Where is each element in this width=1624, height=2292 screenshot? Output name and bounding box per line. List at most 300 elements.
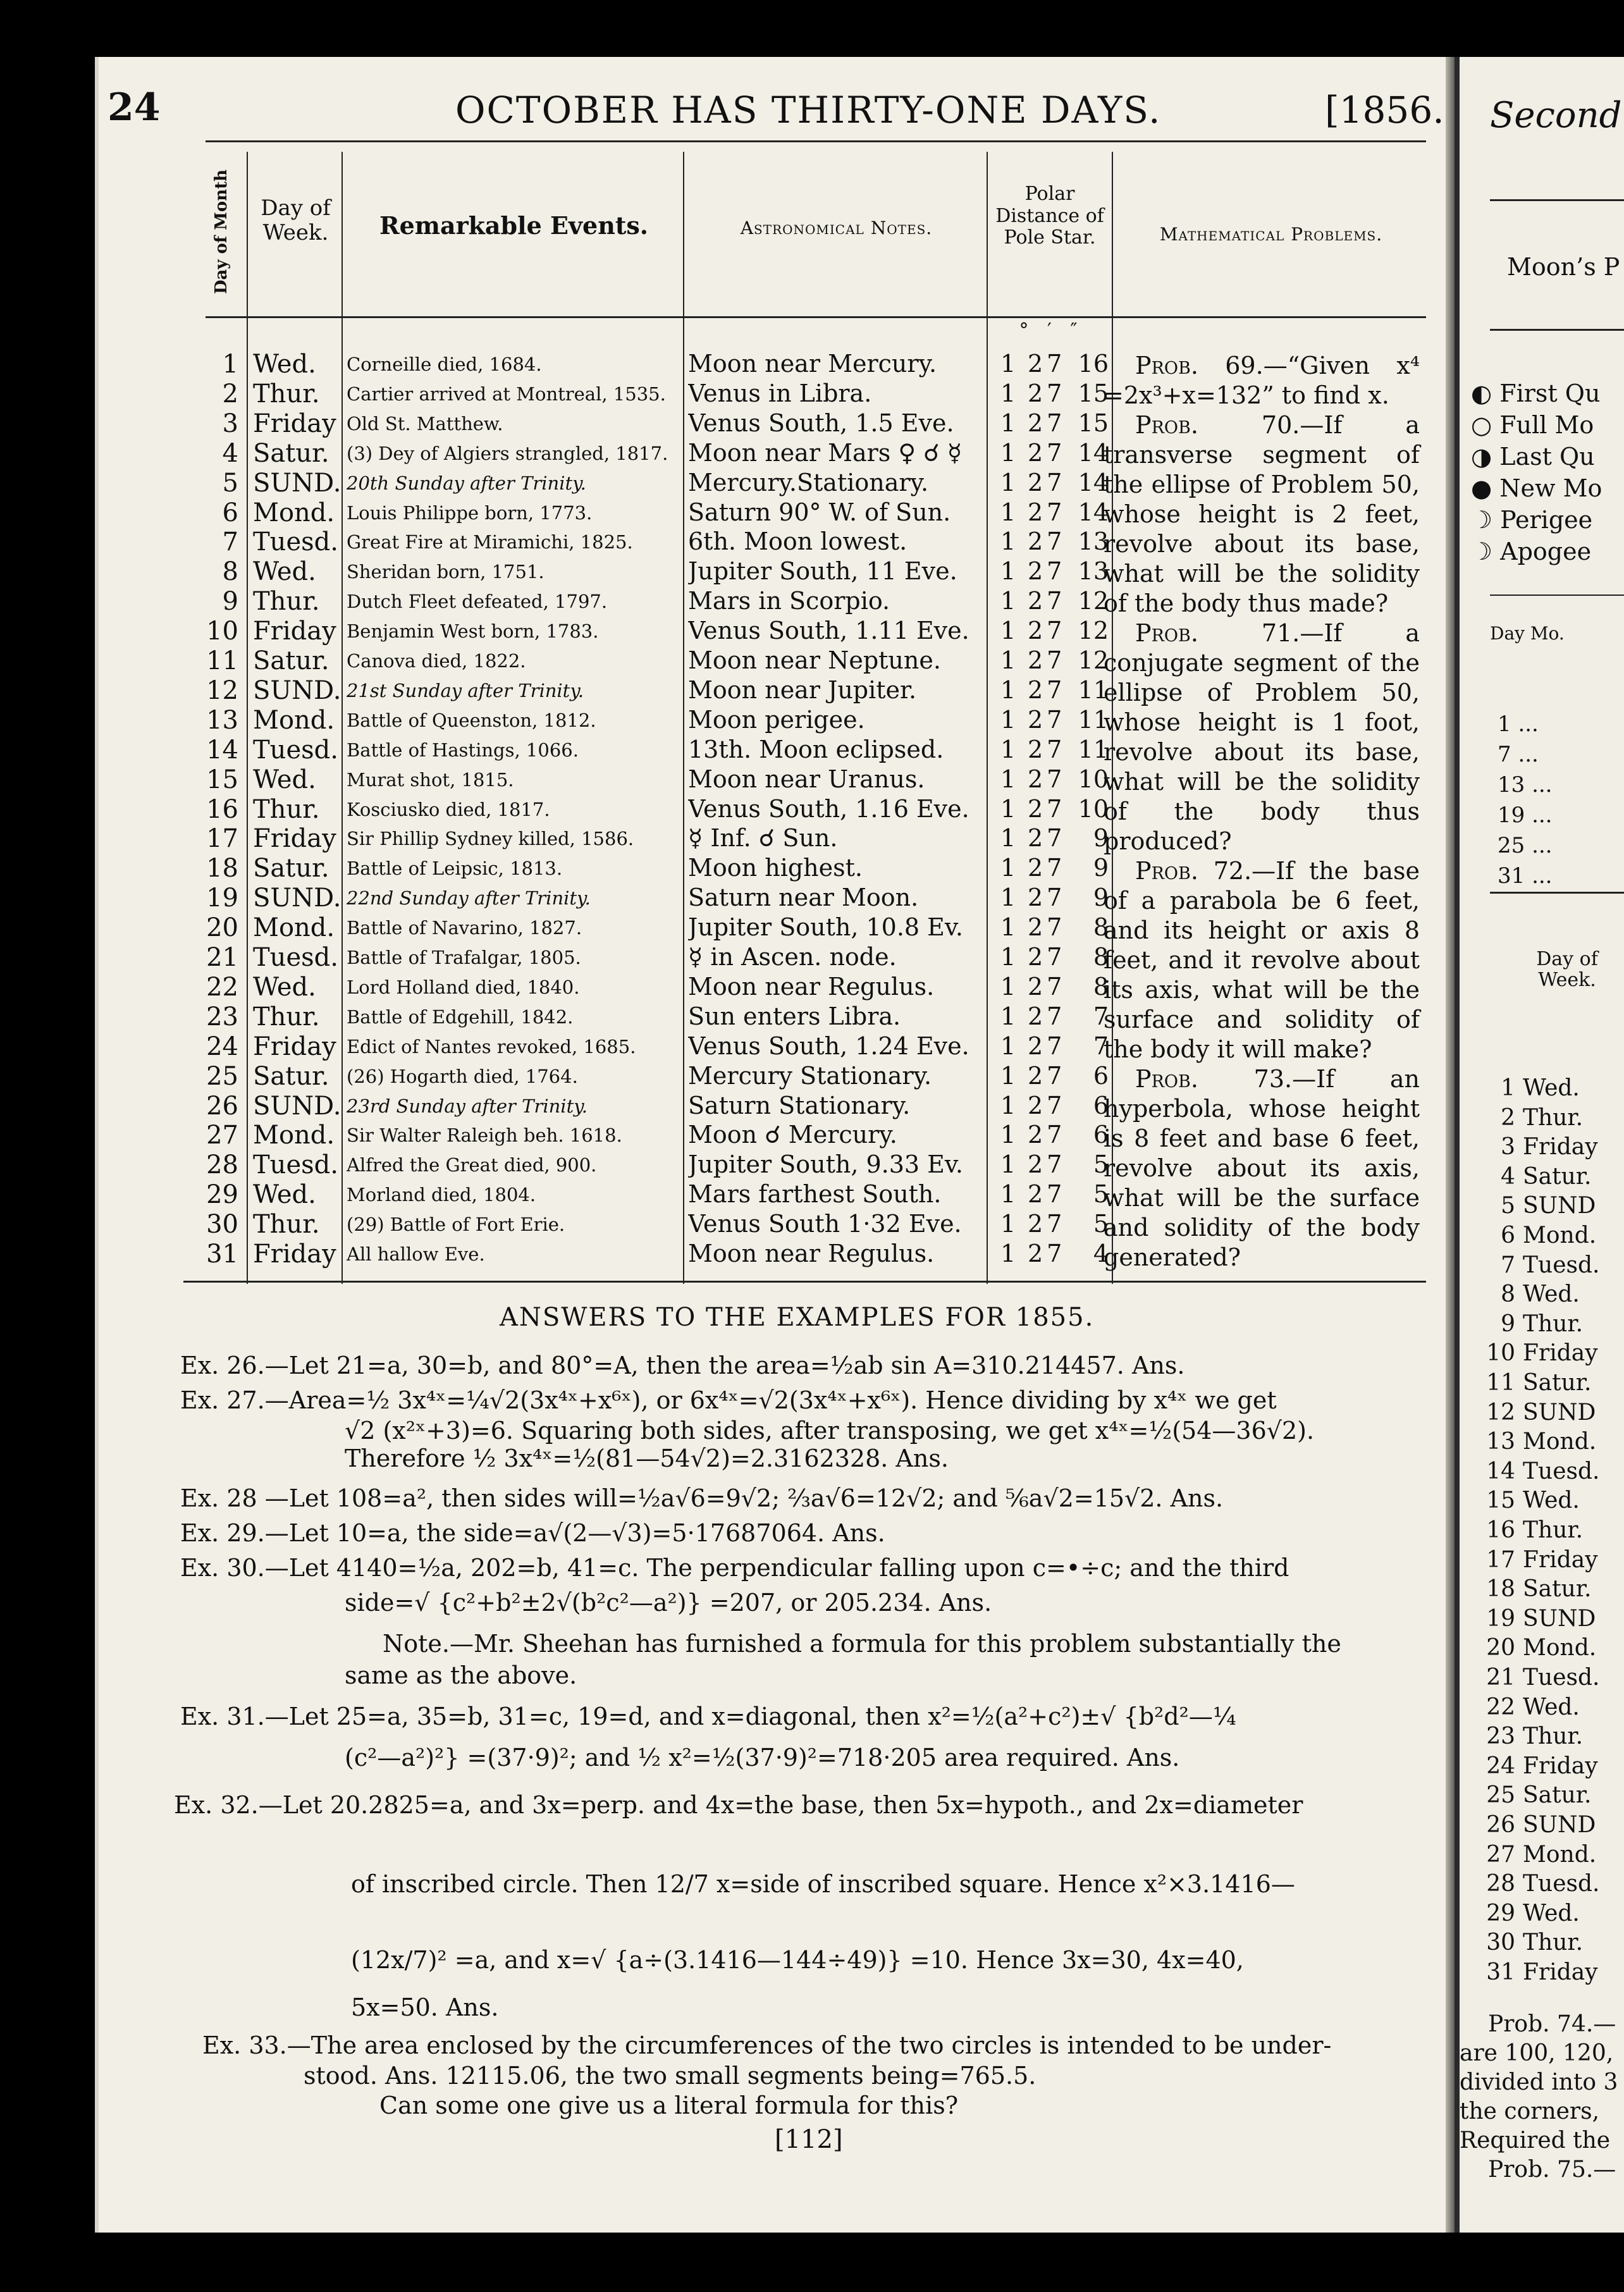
astronomical-note: Venus South, 1.16 Eve. [688,794,969,823]
polar-minutes: 27 [1028,379,1066,407]
polar-degrees: 1 [1000,527,1019,556]
day-of-month: 24 [206,1032,238,1061]
col-sep-4 [987,152,988,1284]
polar-minutes: 27 [1028,498,1066,526]
polar-seconds: 8 [1093,972,1109,1001]
right-day-number: 24 [1486,1753,1515,1779]
right-day-number: 28 [1486,1871,1515,1897]
remarkable-event: Cartier arrived at Montreal, 1535. [347,383,666,405]
moon-phase-icon: ● [1471,474,1500,502]
right-day-number: 17 [1486,1546,1515,1573]
col-sep-1 [247,152,248,1284]
polar-minutes: 27 [1028,824,1066,853]
polar-degrees: 1 [1000,913,1019,942]
moon-phase-label: New Mo [1499,474,1602,502]
remarkable-event: Battle of Edgehill, 1842. [347,1006,574,1028]
day-of-month: 8 [222,557,238,587]
polar-minutes: 27 [1028,1180,1066,1209]
day-of-week: Thur. [253,1210,320,1240]
polar-degrees: 1 [1000,675,1019,704]
right-rule-3 [1490,595,1624,596]
moon-phase-label: First Qu [1499,379,1601,407]
polar-minutes: 27 [1028,913,1066,942]
problem-73-label: Prob. 73. [1135,1065,1293,1093]
day-of-month: 15 [206,765,238,794]
right-day-number: 8 [1501,1281,1515,1308]
right-small-row: 19 ... [1498,803,1553,828]
polar-seconds: 6 [1093,1121,1109,1149]
right-day-number: 18 [1486,1576,1515,1603]
right-day-number: 12 [1486,1399,1515,1426]
right-day-number: 29 [1486,1900,1515,1926]
polar-seconds: 13 [1078,557,1109,586]
remarkable-event: Battle of Queenston, 1812. [347,709,596,731]
polar-minutes: 27 [1028,972,1066,1001]
day-of-week: Thur. [253,379,320,409]
right-weekday: Wed. [1523,1075,1580,1101]
polar-minutes: 27 [1028,705,1066,734]
right-weekday: Thur. [1523,1104,1584,1131]
day-of-month: 31 [206,1240,238,1269]
astronomical-note: Moon highest. [688,854,863,882]
polar-minutes: 27 [1028,854,1066,882]
day-of-week: Satur. [253,438,329,468]
right-weekday: Thur. [1523,1930,1584,1956]
astronomical-note: Jupiter South, 9.33 Ev. [688,1150,963,1179]
right-day-number: 27 [1486,1841,1515,1868]
polar-seconds: 5 [1093,1180,1109,1209]
page-title: OCTOBER HAS THIRTY-ONE DAYS. [455,89,1162,132]
right-day-number: 21 [1486,1665,1515,1691]
polar-degrees: 1 [1000,1150,1019,1179]
right-day-number: 31 [1486,1959,1515,1985]
day-of-week: Mond. [253,1121,335,1150]
right-weekday: Friday [1523,1546,1598,1573]
day-of-month: 17 [206,824,238,854]
moon-phase-label: Last Qu [1499,443,1595,471]
remarkable-event: 21st Sunday after Trinity. [347,679,584,701]
problem-69 [1104,351,1420,410]
note-line2: same as the above. [345,1661,577,1689]
day-of-month: 19 [206,884,238,913]
right-weekday: Satur. [1523,1782,1592,1809]
moon-phase-label: Perigee [1500,506,1593,534]
polar-degrees: 1 [1000,646,1019,674]
polar-seconds: 5 [1093,1210,1109,1238]
remarkable-event: Kosciusko died, 1817. [347,798,550,820]
remarkable-event: Dutch Fleet defeated, 1797. [347,591,608,613]
astronomical-note: Moon near Regulus. [688,1240,935,1267]
right-small-row: 7 ... [1498,742,1539,767]
day-of-week: Thur. [253,1002,320,1032]
polar-minutes: 27 [1028,735,1066,763]
polar-degrees: 1 [1000,1180,1019,1209]
day-of-week: Friday [253,824,336,854]
moon-phase-icon: ◑ [1471,443,1500,471]
day-of-month: 18 [206,854,238,884]
polar-seconds: 14 [1078,498,1109,526]
polar-seconds: 11 [1078,705,1109,734]
day-of-month: 12 [206,675,238,705]
day-of-week: SUND. [253,884,341,913]
right-day-number: 14 [1486,1458,1515,1484]
moon-phase-icon: ☽ [1471,506,1501,534]
polar-degrees: 1 [1000,765,1019,793]
moon-phase-icon: ◐ [1471,379,1500,407]
astronomical-note: Moon near Uranus. [688,765,925,793]
day-of-week: SUND. [253,675,341,705]
astronomical-note: Mercury.Stationary. [688,468,929,496]
right-weekday: SUND [1523,1812,1596,1838]
answer-ex30-line1: Ex. 30.—Let 4140=½a, 202=b, 41=c. The perpendicular falling upon c=•÷c; and the third [180,1554,1289,1582]
polar-seconds: 7 [1093,1002,1109,1030]
remarkable-event: Battle of Navarino, 1827. [347,917,582,939]
remarkable-event: Morland died, 1804. [347,1184,536,1206]
remarkable-event: Canova died, 1822. [347,650,526,672]
right-weekday: Thur. [1523,1517,1584,1543]
day-of-week: Mond. [253,705,335,735]
astronomical-note: ☿ in Ascen. node. [688,943,897,971]
astronomical-note: Moon near Jupiter. [688,675,917,704]
answer-ex32-line1: Ex. 32.—Let 20.2825=a, and 3x=perp. and 4x=the base, then 5x=hypoth., and 2x=diameter [174,1791,1303,1819]
polar-degrees: 1 [1000,705,1019,734]
remarkable-event: (3) Dey of Algiers strangled, 1817. [347,442,668,464]
right-weekday: Thur. [1523,1723,1584,1750]
right-page [1455,57,1624,2233]
day-of-month: 27 [206,1121,238,1150]
day-of-month: 5 [222,468,238,498]
table-rule-bottom [183,1281,1426,1283]
astronomical-note: Mars farthest South. [688,1180,942,1209]
remarkable-event: Louis Philippe born, 1773. [347,502,593,524]
right-day-of-week-header: Day of Week. [1536,948,1598,991]
polar-minutes: 27 [1028,794,1066,823]
astronomical-note: 6th. Moon lowest. [688,527,907,556]
problem-70-text: —If a transverse segment of the ellipse of Problem 50, whose height is 2 feet, revolve about its base, what will be the solidity of the body thus made? [1104,411,1420,617]
answer-ex29: Ex. 29.—Let 10=a, the side=a√(2—√3)=5·17687064. Ans. [180,1519,885,1547]
polar-degrees: 1 [1000,1240,1019,1267]
polar-minutes: 27 [1028,646,1066,674]
right-day-number: 22 [1486,1694,1515,1720]
remarkable-event: Sir Walter Raleigh beh. 1618. [347,1124,622,1147]
polar-seconds: 9 [1093,884,1109,912]
polar-minutes: 27 [1028,1210,1066,1238]
polar-degrees: 1 [1000,854,1019,882]
polar-minutes: 27 [1028,527,1066,556]
moon-phase-item [1471,538,1591,565]
right-weekday: Wed. [1523,1900,1580,1926]
polar-minutes: 27 [1028,468,1066,496]
polar-seconds: 11 [1078,735,1109,763]
astronomical-note: Saturn near Moon. [688,884,919,912]
remarkable-event: All hallow Eve. [347,1243,485,1265]
polar-minutes: 27 [1028,617,1066,645]
problem-70 [1104,410,1420,619]
right-day-number: 6 [1501,1223,1515,1248]
day-of-month: 10 [206,617,238,646]
day-of-month: 25 [206,1061,238,1091]
polar-degrees: 1 [1000,617,1019,645]
right-day-number: 10 [1486,1340,1515,1367]
answer-ex33-line2: stood. Ans. 12115.06, the two small segments being=765.5. [304,2062,1037,2090]
right-bottom-line: divided into 3 [1460,2069,1618,2095]
polar-seconds: 6 [1093,1091,1109,1119]
polar-minutes: 27 [1028,1121,1066,1149]
problem-69-text: —“Given x⁴ =2x³+x=132” to find x. [1104,352,1420,409]
right-day-number: 16 [1486,1517,1515,1543]
astronomical-note: Moon near Mars ♀ ☌ ☿ [688,438,963,467]
answer-ex32-line4: 5x=50. Ans. [351,1993,499,2021]
polar-degrees: 1 [1000,1210,1019,1238]
remarkable-event: Sheridan born, 1751. [347,561,544,583]
polar-minutes: 27 [1028,1091,1066,1119]
problem-70-label: Prob. 70. [1135,411,1300,439]
day-of-week: Tuesd. [253,943,338,972]
polar-seconds: 7 [1093,1032,1109,1060]
astronomical-note: Jupiter South, 11 Eve. [688,557,957,586]
astronomical-note: Venus in Libra. [688,379,872,407]
right-day-number: 4 [1501,1163,1515,1190]
right-day-number: 26 [1486,1812,1515,1838]
astronomical-note: Venus South 1·32 Eve. [688,1210,962,1238]
day-of-month: 26 [206,1091,238,1121]
problem-71-text: —If a conjugate segment of the ellipse of Problem 50, whose height is 1 foot, revolve about its base, what will be the solidity of the body thus produced? [1104,619,1420,855]
day-of-week: SUND. [253,468,341,498]
day-of-week: Friday [253,617,336,646]
polar-distance-header: Polar Distance of Pole Star. [995,183,1104,249]
polar-minutes: 27 [1028,1061,1066,1090]
page-footer: [112] [775,2125,843,2154]
right-weekday: SUND [1523,1605,1596,1632]
day-of-week-header: Day of Week. [261,195,331,246]
right-weekday: Tuesd. [1523,1252,1600,1278]
right-page-title: Second [1490,95,1622,136]
right-weekday: Wed. [1523,1694,1580,1720]
polar-seconds: 15 [1078,409,1109,437]
day-of-month: 1 [222,350,238,379]
right-weekday: Mond. [1523,1635,1597,1661]
remarkable-event: Sir Phillip Sydney killed, 1586. [347,828,634,850]
day-of-week: Wed. [253,765,316,794]
polar-degrees: 1 [1000,943,1019,971]
polar-seconds: 4 [1093,1240,1109,1267]
polar-seconds: 8 [1093,913,1109,942]
right-small-row: 31 ... [1498,863,1553,889]
right-weekday: Mond. [1523,1429,1597,1455]
astronomical-note: ☿ Inf. ☌ Sun. [688,824,838,853]
remarkable-event: Lord Holland died, 1840. [347,976,580,998]
polar-seconds: 6 [1093,1061,1109,1090]
right-weekday: Tuesd. [1523,1458,1600,1484]
right-weekday: Friday [1523,1340,1598,1367]
right-rule-1 [1490,199,1624,201]
day-of-month: 21 [206,943,238,972]
right-rule-4 [1490,892,1624,894]
polar-minutes: 27 [1028,587,1066,615]
polar-degrees: 1 [1000,498,1019,526]
right-weekday: Satur. [1523,1163,1592,1190]
astronomical-note: Venus South, 1.5 Eve. [688,409,954,437]
polar-degrees: 1 [1000,1061,1019,1090]
astronomical-note: 13th. Moon eclipsed. [688,735,944,763]
astronomical-note: Moon ☌ Mercury. [688,1121,897,1149]
polar-seconds: 14 [1078,438,1109,467]
note-line1: Note.—Mr. Sheehan has furnished a formula for this problem substantially the [383,1630,1341,1658]
right-bottom-line: Required the [1460,2128,1611,2153]
header-rule-top [206,140,1426,142]
right-weekday: Satur. [1523,1370,1592,1396]
astronomical-note: Venus South, 1.11 Eve. [688,617,969,645]
polar-degrees: 1 [1000,1091,1019,1119]
moon-phase-label: Full Mo [1499,411,1594,439]
remarkable-event: (26) Hogarth died, 1764. [347,1065,578,1087]
answer-ex30-line2: side=√ {c²+b²±2√(b²c²—a²)} =207, or 205.234. Ans. [345,1589,992,1617]
right-day-number: 11 [1486,1370,1515,1396]
day-of-month: 4 [222,438,238,468]
day-of-week: Wed. [253,350,316,379]
moon-phase-icon: ○ [1471,411,1500,439]
polar-minutes: 27 [1028,1150,1066,1179]
page-number: 24 [108,85,161,130]
polar-degrees: 1 [1000,587,1019,615]
page-year: [1856. [1325,89,1444,132]
right-weekday: Wed. [1523,1281,1580,1308]
polar-seconds: 5 [1093,1150,1109,1179]
astronomical-notes-header: Astronomical Notes. [740,218,933,238]
day-of-week: Mond. [253,498,335,527]
remarkable-event: Battle of Leipsic, 1813. [347,858,563,880]
day-of-week: Satur. [253,646,329,675]
answer-ex31-line1: Ex. 31.—Let 25=a, 35=b, 31=c, 19=d, and x=diagonal, then x²=½(a²+c²)±√ {b²d²—¼ [180,1703,1236,1730]
right-weekday: Mond. [1523,1223,1597,1248]
answer-ex27-line1: Ex. 27.—Area=½ 3x⁴ˣ=¼√2(3x⁴ˣ+x⁶ˣ), or 6x⁴ˣ=√2(3x⁴ˣ+x⁶ˣ). Hence dividing by x⁴ˣ we get [180,1386,1277,1414]
polar-degrees: 1 [1000,350,1019,378]
day-of-week: Thur. [253,587,320,617]
polar-minutes: 27 [1028,409,1066,437]
polar-seconds: 8 [1093,943,1109,971]
day-of-week: Tuesd. [253,735,338,765]
astronomical-note: Venus South, 1.24 Eve. [688,1032,969,1060]
remarkable-event: Battle of Trafalgar, 1805. [347,947,581,968]
right-small-row: 25 ... [1498,833,1553,858]
astronomical-note: Saturn 90° W. of Sun. [688,498,951,526]
polar-minutes: 27 [1028,675,1066,704]
right-bottom-line: the corners, [1460,2098,1600,2124]
remarkable-events-header: Remarkable Events. [379,211,648,240]
polar-seconds: 11 [1078,675,1109,704]
polar-minutes: 27 [1028,884,1066,912]
answer-ex33-line1: Ex. 33.—The area enclosed by the circumferences of the two circles is intended to be under- [202,2031,1332,2059]
right-day-number: 3 [1501,1134,1515,1161]
polar-minutes: 27 [1028,765,1066,793]
right-weekday: Satur. [1523,1576,1592,1603]
polar-degrees: 1 [1000,468,1019,496]
right-weekday: Friday [1523,1959,1598,1985]
day-of-month: 7 [222,527,238,557]
polar-degrees: 1 [1000,409,1019,437]
day-of-week: Satur. [253,1061,329,1091]
astronomical-note: Sun enters Libra. [688,1002,901,1030]
problem-71-label: Prob. 71. [1135,619,1300,647]
day-of-week: Tuesd. [253,527,338,557]
problem-73-text: —If an hyperbola, whose height is 8 feet and base 6 feet, revolve about its axis, what will be the surface and solidity of the body generated? [1104,1065,1420,1271]
header-rule-bottom [206,316,1426,318]
astronomical-note: Moon near Regulus. [688,972,935,1001]
right-weekday: Thur. [1523,1310,1584,1337]
day-of-week: Wed. [253,1180,316,1210]
day-of-week: Friday [253,1240,336,1269]
remarkable-event: 22nd Sunday after Trinity. [347,887,591,909]
problem-72-text: —If the base of a parabola be 6 feet, and its height or axis 8 feet, and it revolve about its axis, what will be the surface and solidity of the body it will make? [1104,857,1420,1063]
polar-minutes: 27 [1028,438,1066,467]
day-of-week: Wed. [253,557,316,587]
math-problems [1104,351,1420,1272]
right-day-number: 1 [1501,1075,1515,1101]
day-of-week: Wed. [253,972,316,1002]
right-weekday: SUND [1523,1193,1596,1219]
remarkable-event: Benjamin West born, 1783. [347,620,599,643]
day-of-month: 23 [206,1002,238,1032]
polar-minutes: 27 [1028,1240,1066,1267]
polar-seconds: 15 [1078,379,1109,407]
day-of-week: Friday [253,409,336,438]
day-of-month: 28 [206,1150,238,1180]
day-of-month: 29 [206,1180,238,1210]
col-sep-3 [683,152,684,1284]
right-weekday: Tuesd. [1523,1665,1600,1691]
polar-degrees: 1 [1000,1032,1019,1060]
day-of-month: 3 [222,409,238,438]
polar-seconds: 12 [1078,587,1109,615]
astronomical-note: Jupiter South, 10.8 Ev. [688,913,963,942]
day-of-month: 14 [206,735,238,765]
problem-69-label: Prob. 69. [1135,352,1264,379]
moon-phase-item [1471,443,1595,471]
polar-degrees: 1 [1000,438,1019,467]
moon-phase-item [1471,474,1602,502]
right-weekday: Tuesd. [1523,1871,1600,1897]
right-day-number: 20 [1486,1635,1515,1661]
moon-phase-label: Apogee [1500,538,1592,565]
polar-degrees: 1 [1000,557,1019,586]
day-of-month: 13 [206,705,238,735]
right-day-number: 30 [1486,1930,1515,1956]
day-mo-header: Day Mo. [1490,623,1565,644]
day-of-month: 20 [206,913,238,943]
astronomical-note: Mercury Stationary. [688,1061,932,1090]
right-small-row: 13 ... [1498,772,1553,798]
problem-72 [1104,856,1420,1064]
polar-units-row: ° ′ ″ [1019,319,1084,342]
polar-seconds: 10 [1078,765,1109,793]
remarkable-event: Old St. Matthew. [347,412,503,434]
day-of-month: 2 [222,379,238,409]
right-bottom-line: Prob. 74.— [1488,2011,1616,2037]
answer-ex27-line2: √2 (x²ˣ+3)=6. Squaring both sides, after transposing, we get x⁴ˣ=½(54—36√2). [345,1417,1315,1445]
polar-degrees: 1 [1000,1121,1019,1149]
right-day-number: 23 [1486,1723,1515,1750]
right-day-number: 19 [1486,1605,1515,1632]
polar-seconds: 9 [1093,854,1109,882]
polar-degrees: 1 [1000,824,1019,853]
day-of-month: 30 [206,1210,238,1240]
day-of-week: Thur. [253,794,320,824]
day-of-month: 22 [206,972,238,1002]
right-rule-2 [1490,329,1624,331]
right-day-number: 15 [1486,1488,1515,1514]
right-bottom-line: Prob. 75.— [1488,2157,1616,2183]
astronomical-note: Moon perigee. [688,705,865,734]
